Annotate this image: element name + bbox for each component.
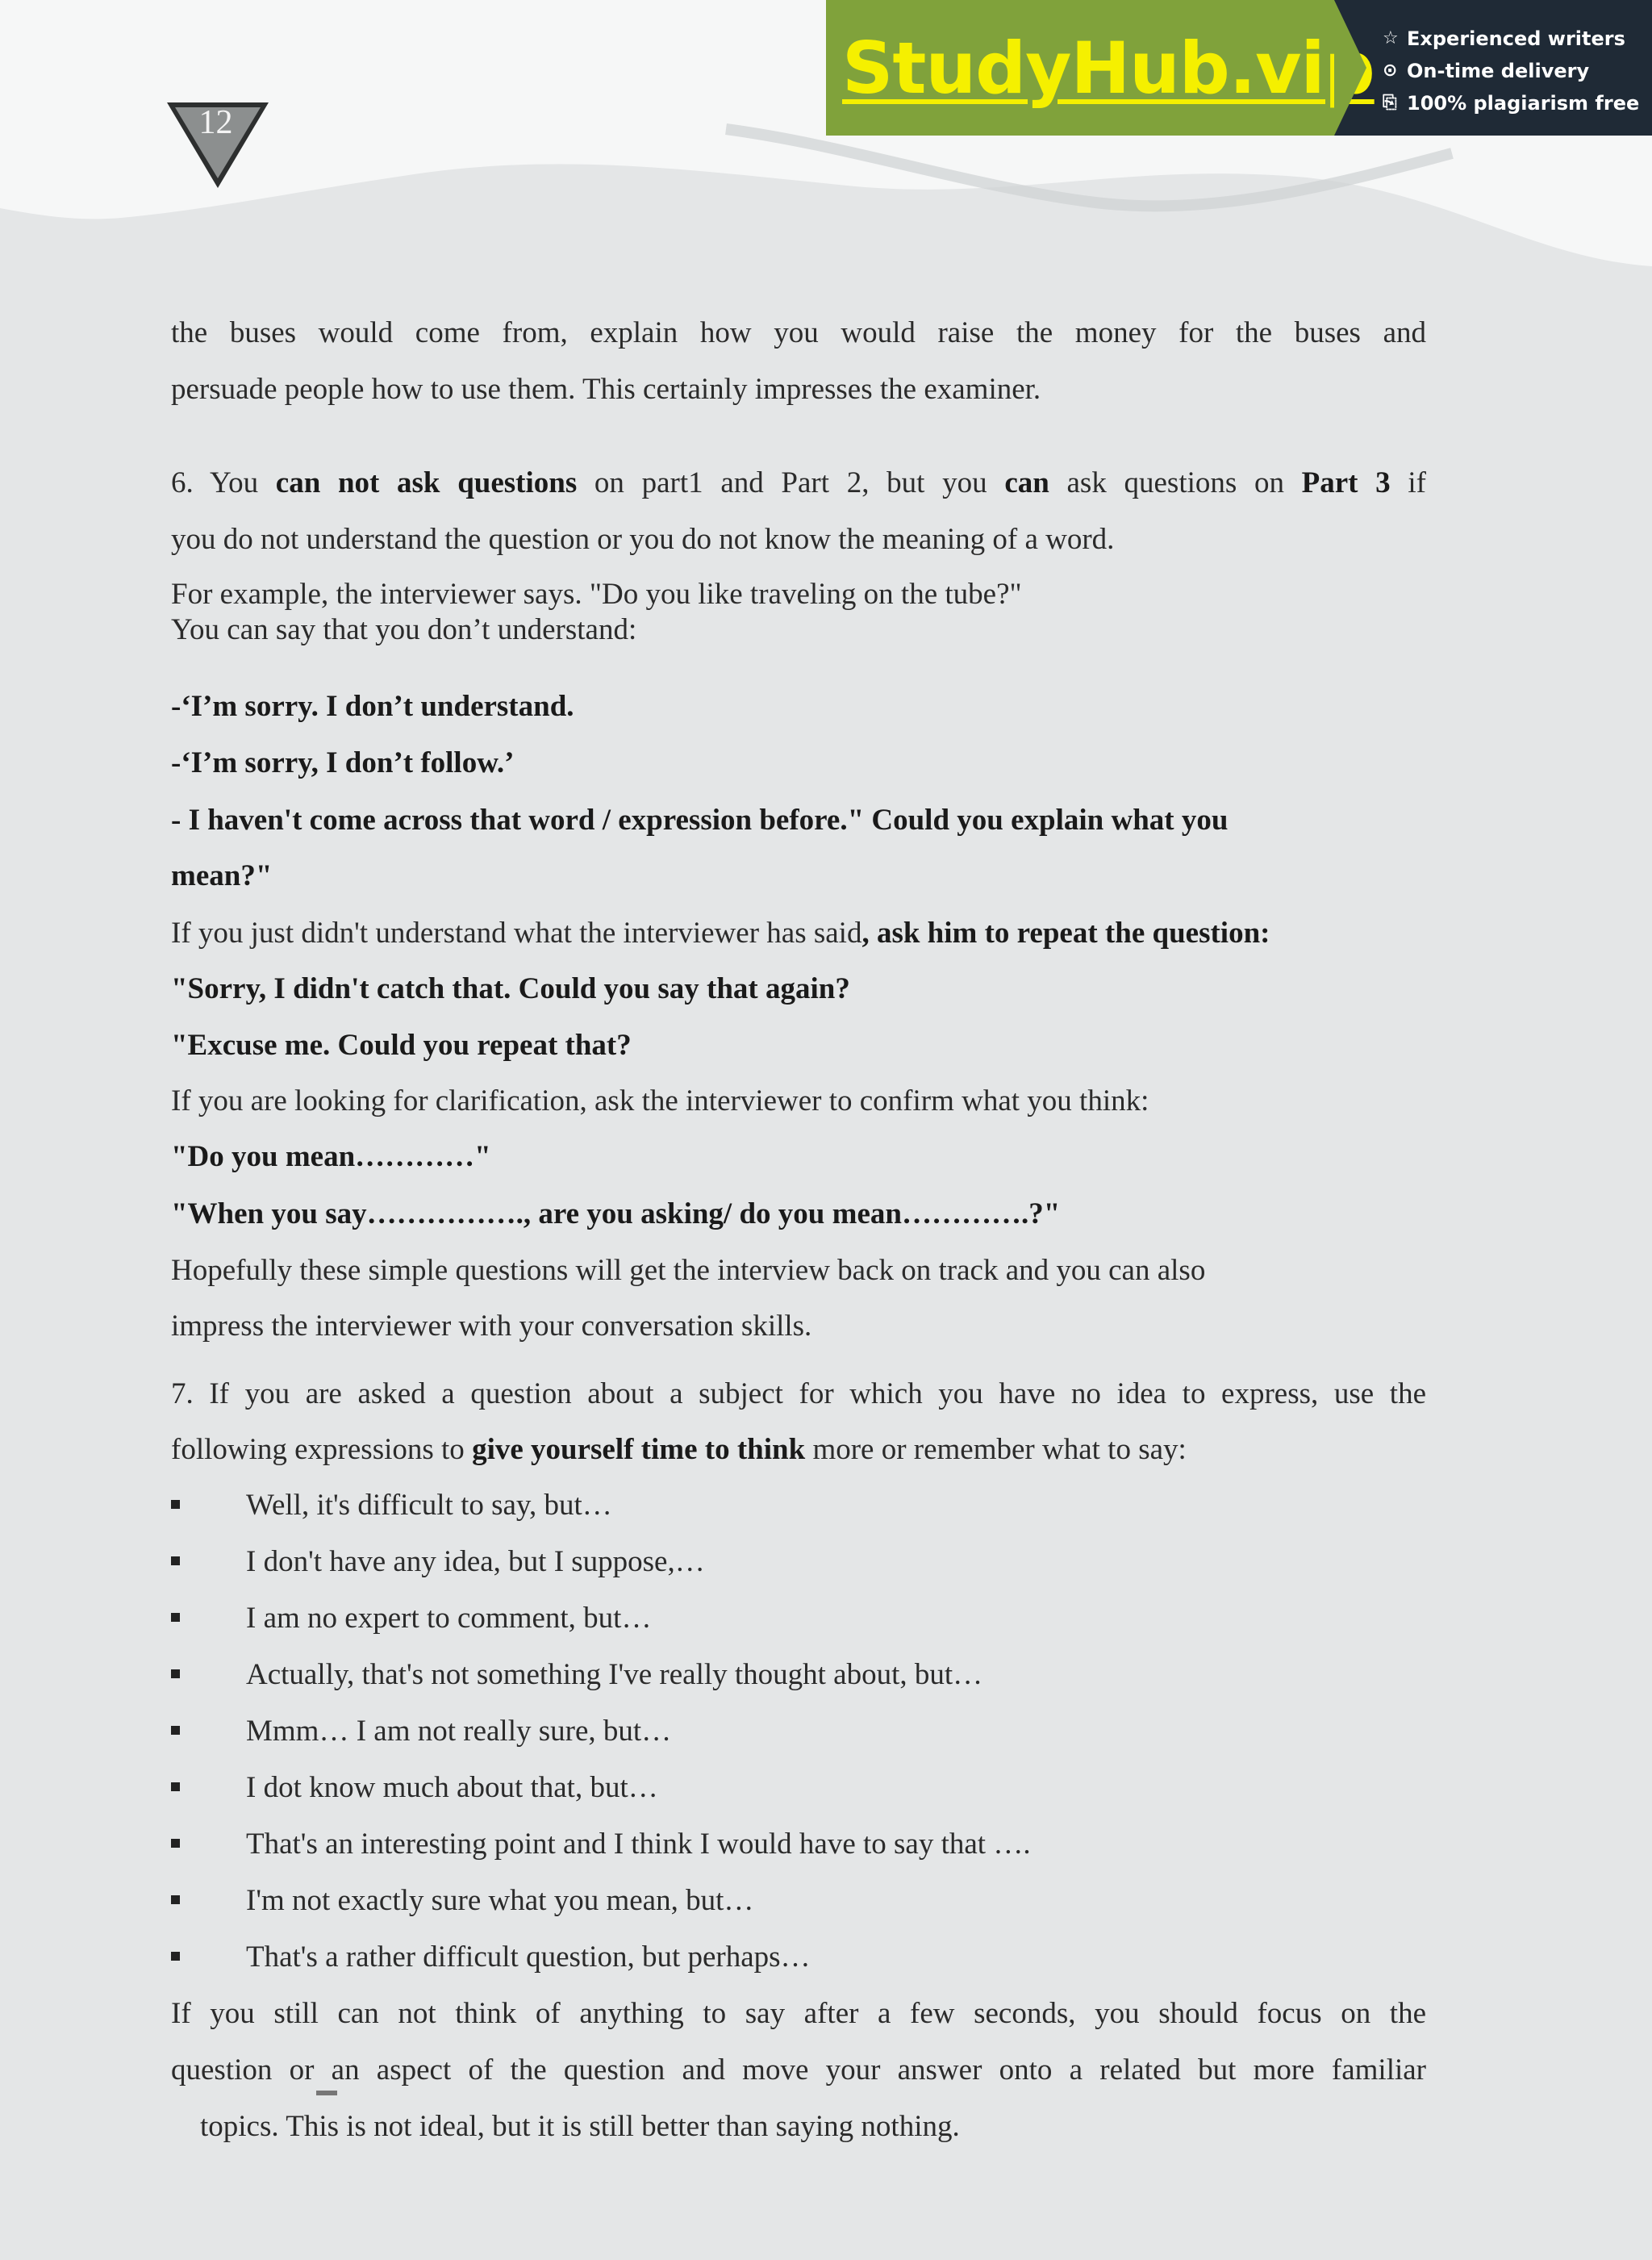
list-item: I don't have any idea, but I suppose,…	[246, 1545, 705, 1578]
section-7-heading-line: 7. If you are asked a question about a subject for which you have no idea to express, use the	[171, 1377, 1426, 1410]
example-phrase: -‘I’m sorry. I don’t understand.	[171, 690, 574, 723]
paragraph-line: impress the interviewer with your conversation skills.	[171, 1310, 812, 1343]
list-item: I'm not exactly sure what you mean, but…	[246, 1884, 754, 1917]
bullet-icon	[171, 1782, 180, 1791]
example-phrase: mean?"	[171, 859, 273, 892]
bullet-icon	[171, 1895, 180, 1904]
clock-icon: ⊙	[1383, 61, 1398, 81]
page-number: 12	[198, 104, 233, 141]
example-phrase: "When you say……………., are you asking/ do you mean………….?"	[171, 1197, 1061, 1230]
list-item: That's an interesting point and I think I would have to say that ….	[246, 1828, 1031, 1861]
example-phrase: -‘I’m sorry, I don’t follow.’	[171, 746, 515, 779]
brand-name[interactable]: StudyHub.vip	[842, 26, 1375, 110]
star-icon: ☆	[1383, 28, 1399, 48]
paragraph-line: you do not understand the question or you do not know the meaning of a word.	[171, 523, 1115, 556]
example-phrase: - I haven't come across that word / expression before." Could you explain what you	[171, 804, 1229, 837]
bullet-icon	[171, 1500, 180, 1509]
section-6-heading-line: 6. You can not ask questions on part1 and Part 2, but you can ask questions on Part 3 if	[171, 466, 1426, 499]
bullet-icon	[171, 1556, 180, 1565]
list-item: I am no expert to comment, but…	[246, 1602, 652, 1635]
feature-label: 100% plagiarism free	[1407, 92, 1640, 115]
paragraph-line: persuade people how to use them. This certainly impresses the examiner.	[171, 373, 1041, 406]
list-item: Well, it's difficult to say, but…	[246, 1489, 612, 1522]
paragraph-line: topics. This is not ideal, but it is still better than saying nothing.	[200, 2110, 960, 2143]
example-phrase: "Sorry, I didn't catch that. Could you say that again?	[171, 972, 850, 1005]
feature-label: On-time delivery	[1407, 60, 1590, 82]
example-phrase: "Do you mean…………"	[171, 1140, 491, 1173]
list-item: I dot know much about that, but…	[246, 1771, 658, 1804]
bullet-icon	[171, 1669, 180, 1678]
paragraph-line: You can say that you don’t understand:	[171, 613, 637, 646]
paragraph-line: If you are looking for clarification, ask the interviewer to confirm what you think:	[171, 1084, 1149, 1117]
bullet-icon	[171, 1952, 180, 1961]
feature-label: Experienced writers	[1407, 27, 1625, 50]
list-item: Mmm… I am not really sure, but…	[246, 1715, 672, 1748]
paragraph-line: following expressions to give yourself time to think more or remember what to say:	[171, 1433, 1187, 1466]
paragraph-line: If you still can not think of anything to say after a few seconds, you should focus on the	[171, 1997, 1426, 2030]
paragraph-line: the buses would come from, explain how you would raise the money for the buses and	[171, 316, 1426, 349]
bullet-icon	[171, 1726, 180, 1735]
paragraph-line: For example, the interviewer says. "Do you like traveling on the tube?"	[171, 578, 1022, 611]
example-phrase: "Excuse me. Could you repeat that?	[171, 1029, 632, 1062]
scan-speck-decoration	[316, 2091, 337, 2095]
list-item: Actually, that's not something I've really thought about, but…	[246, 1658, 983, 1691]
paragraph-line: question or an aspect of the question and move your answer onto a related but more familiar	[171, 2053, 1426, 2087]
bullet-icon	[171, 1839, 180, 1848]
paragraph-line: If you just didn't understand what the interviewer has said, ask him to repeat the question:	[171, 917, 1270, 950]
list-item: That's a rather difficult question, but perhaps…	[246, 1940, 811, 1974]
bullet-icon	[171, 1613, 180, 1622]
paragraph-line: Hopefully these simple questions will get the interview back on track and you can also	[171, 1254, 1206, 1287]
document-check-icon: ⎘	[1383, 93, 1397, 113]
